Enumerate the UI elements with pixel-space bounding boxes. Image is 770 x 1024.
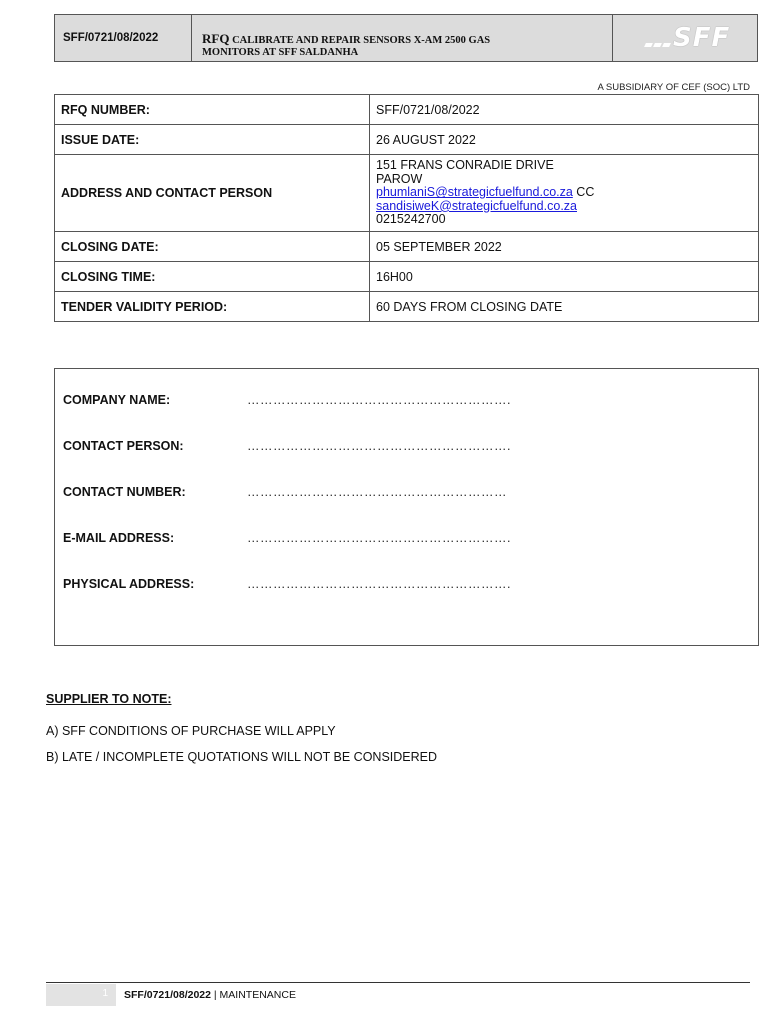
header-title bbox=[192, 15, 613, 61]
table-row bbox=[55, 232, 759, 262]
contact-number-input[interactable]: …………………………………………………… bbox=[247, 485, 507, 499]
sff-logo bbox=[613, 15, 757, 61]
logo-bars-icon bbox=[645, 43, 670, 47]
validity-label: TENDER VALIDITY PERIOD: bbox=[55, 292, 370, 322]
physical-address-label: PHYSICAL ADDRESS: bbox=[63, 577, 195, 591]
table-row bbox=[55, 95, 759, 125]
footer-section: | MAINTENANCE bbox=[210, 989, 296, 1001]
company-details-box bbox=[54, 368, 759, 646]
closing-date-value: 05 SEPTEMBER 2022 bbox=[370, 232, 759, 262]
address-value bbox=[370, 155, 759, 232]
validity-value: 60 DAYS FROM CLOSING DATE bbox=[370, 292, 759, 322]
header-title-line2: MONITORS AT SFF SALDANHA bbox=[202, 47, 359, 58]
sff-logo-mark bbox=[643, 23, 731, 53]
cc-text: CC bbox=[572, 185, 595, 200]
email-address-input[interactable]: ……………………………………………………. bbox=[247, 531, 511, 545]
header-title-line1: CALIBRATE AND REPAIR SENSORS X-AM 2500 GAS bbox=[229, 35, 491, 46]
physical-address-input[interactable]: ……………………………………………………. bbox=[247, 577, 511, 591]
address-line2: PAROW bbox=[376, 171, 423, 186]
table-row bbox=[55, 125, 759, 155]
rfq-info-table bbox=[54, 94, 759, 322]
supplier-note-title: SUPPLIER TO NOTE: bbox=[46, 692, 172, 706]
footer-ref: SFF/0721/08/2022 bbox=[124, 989, 211, 1001]
email-address-label: E-MAIL ADDRESS: bbox=[63, 531, 175, 545]
company-name-input[interactable]: ……………………………………………………. bbox=[247, 393, 511, 407]
note-a: A) SFF CONDITIONS OF PURCHASE WILL APPLY bbox=[46, 724, 336, 738]
footer-text bbox=[124, 989, 296, 1001]
footer-divider bbox=[46, 982, 750, 983]
issue-date-value: 26 AUGUST 2022 bbox=[370, 125, 759, 155]
address-line1: 151 FRANS CONRADIE DRIVE bbox=[376, 158, 554, 173]
closing-time-label: CLOSING TIME: bbox=[55, 262, 370, 292]
contact-person-label: CONTACT PERSON: bbox=[63, 439, 184, 453]
note-b: B) LATE / INCOMPLETE QUOTATIONS WILL NOT BE CONSIDERED bbox=[46, 750, 438, 764]
rfq-number-value: SFF/0721/08/2022 bbox=[370, 95, 759, 125]
address-label: ADDRESS AND CONTACT PERSON bbox=[55, 155, 370, 232]
header-reference: SFF/0721/08/2022 bbox=[55, 15, 192, 61]
subsidiary-note: A SUBSIDIARY OF CEF (SOC) LTD bbox=[597, 82, 750, 93]
closing-date-label: CLOSING DATE: bbox=[55, 232, 370, 262]
table-row bbox=[55, 155, 759, 232]
table-row bbox=[55, 292, 759, 322]
email-link-1[interactable]: phumlaniS@strategicfuelfund.co.za bbox=[376, 185, 573, 200]
email-link-2[interactable]: sandisiweK@strategicfuelfund.co.za bbox=[376, 198, 577, 213]
contact-person-input[interactable]: ……………………………………………………. bbox=[247, 439, 511, 453]
document-header bbox=[54, 14, 758, 62]
table-row bbox=[55, 262, 759, 292]
issue-date-label: ISSUE DATE: bbox=[55, 125, 370, 155]
contact-number-label: CONTACT NUMBER: bbox=[63, 485, 186, 499]
rfq-number-label: RFQ NUMBER: bbox=[55, 95, 370, 125]
logo-text: SFF bbox=[673, 23, 731, 53]
phone-number: 0215242700 bbox=[376, 212, 446, 227]
header-title-rfq: RFQ bbox=[202, 31, 230, 46]
footer-page-number: 1 bbox=[46, 984, 116, 1006]
closing-time-value: 16H00 bbox=[370, 262, 759, 292]
company-name-label: COMPANY NAME: bbox=[63, 393, 171, 407]
